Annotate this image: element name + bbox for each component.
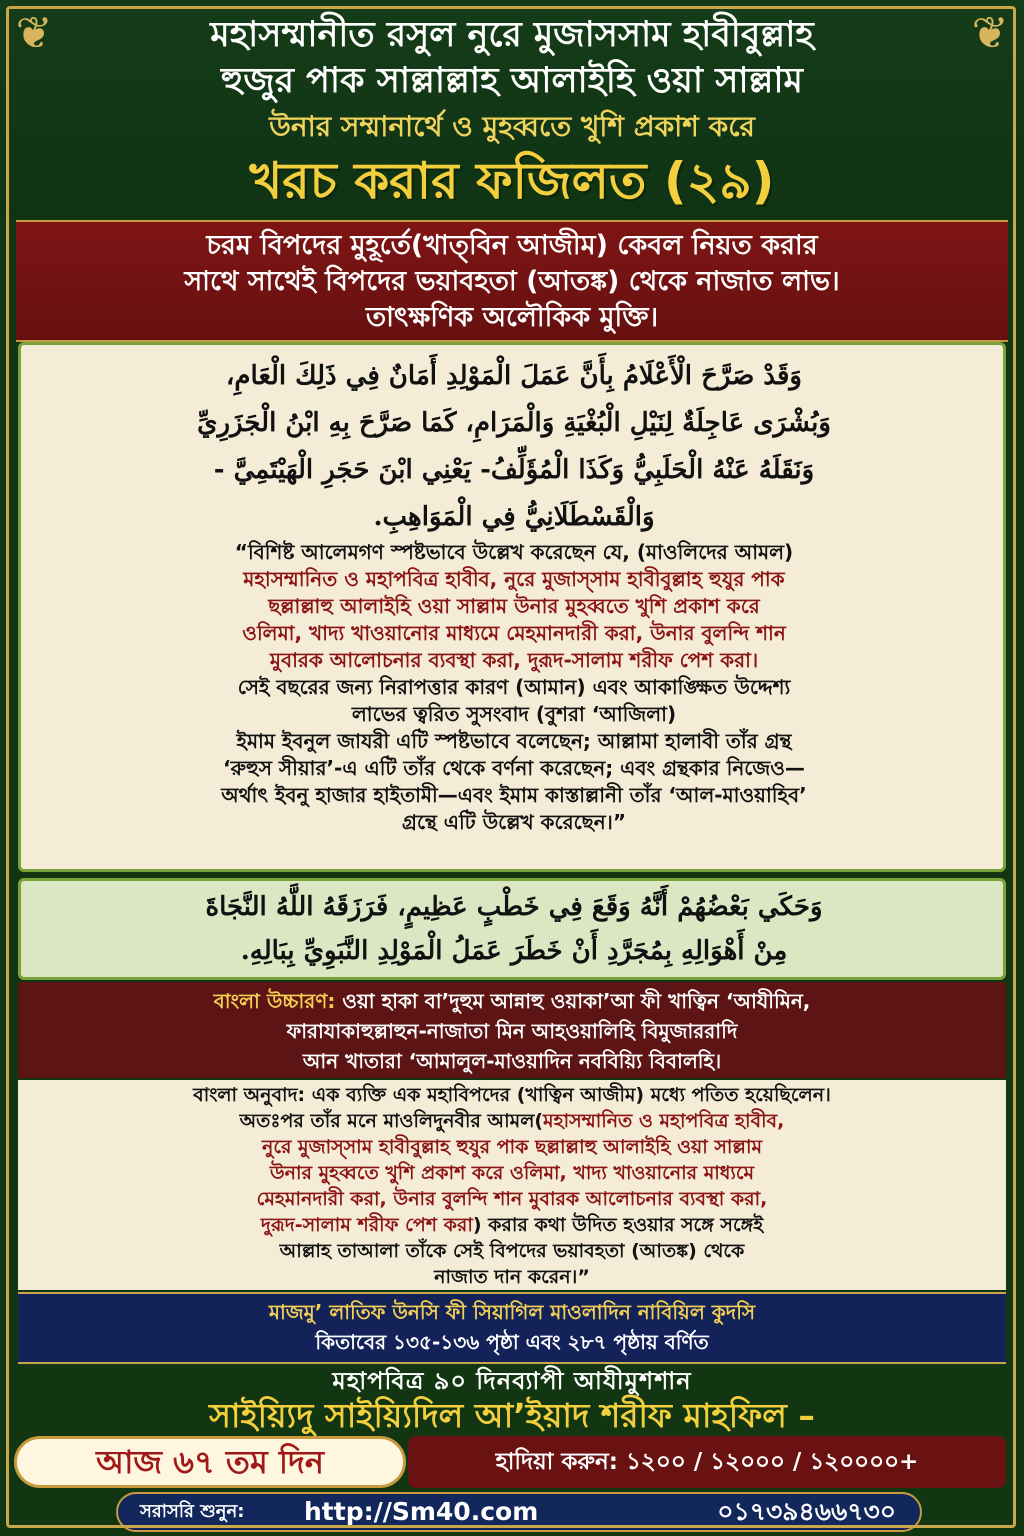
translation-part: ) করার কথা উদিত হওয়ার সঙ্গে সঙ্গেই xyxy=(472,1214,764,1236)
bangla-line: মহাসম্মানিত ও মহাপবিত্র হাবীব, নুরে মুজাস্সাম হাবীবুল্লাহ হুযুর পাক xyxy=(243,567,785,591)
quote-panel xyxy=(18,342,1006,872)
arabic-line: وَالْقَسْطَلَانِيُّ فِي الْمَوَاهِبِ. xyxy=(373,502,655,532)
listen-live-label: সরাসরি শুনুন: xyxy=(140,1501,245,1522)
contact-bar xyxy=(116,1492,922,1532)
translation-panel xyxy=(18,1080,1006,1290)
pronunciation-line2: ফারাযাকাহুল্লাহুন-নাজাতা মিন আহওয়ালিহি বিমুজাররাদি xyxy=(286,1019,738,1043)
arabic-line: وَنَقَلَهُ عَنْهُ الْحَلَبِيُّ وَكَذَا الْمُؤَلِّفُ- يَعْنِي ابْنَ حَجَرِ الْهَيْتَمِيَّ - xyxy=(213,455,815,485)
translation-line: বাংলা অনুবাদ: এক ব্যক্তি এক মহাবিপদের (খাত্বিন আজীম) মধ্যে পতিত হয়েছিলেন। xyxy=(193,1084,831,1106)
phone-number[interactable]: ০১৭৩৯৪৬৬৭৩০ xyxy=(717,1497,896,1526)
arabic-line: وَحَكَي بَعْضُهُمْ أَنَّهُ وَقَعَ فِي خَطْبٍ عَظِيمٍ، فَرَزَقَهُ اللَّهُ النَّجَاةَ xyxy=(205,892,823,922)
translation-line xyxy=(28,1108,996,1134)
virtue-banner xyxy=(16,220,1008,342)
website-link[interactable]: http://Sm40.com xyxy=(304,1497,539,1526)
pronunciation-text: ওয়া হাকা বা’দুহুম আন্নাহু ওয়াকা’আ ফী খাত্বিন ‘আযীমিন, xyxy=(335,989,811,1013)
bangla-line: “বিশিষ্ট আলেমগণ স্পষ্টভাবে উল্লেখ করেছেন যে, (মাওলিদের আমল) xyxy=(234,540,794,564)
virtue-line2: সাথে সাথেই বিপদের ভয়াবহতা (আতঙ্ক) থেকে নাজাত লাভ। xyxy=(184,266,840,297)
header-subtitle: উনার সম্মানার্থে ও মুহব্বতে খুশি প্রকাশ করে xyxy=(269,110,755,143)
translation-part: মহাসম্মানিত ও মহাপবিত্র হাবীব, xyxy=(543,1110,785,1132)
header xyxy=(0,0,1024,218)
translation-line: নাজাত দান করেন।” xyxy=(434,1266,590,1288)
translation-line xyxy=(28,1212,996,1238)
translation-line: মেহমানদারী করা, উনার বুলন্দি শান মুবারক আলোচনার ব্যবস্থা করা, xyxy=(256,1188,768,1210)
header-line1: মহাসম্মানীত রসুল নুরে মুজাসসাম হাবীবুল্লাহ xyxy=(210,15,814,55)
mahfil-banner xyxy=(0,1362,1024,1435)
source-reference xyxy=(18,1292,1006,1364)
arabic-line: وَقَدْ صَرَّحَ الْأَعْلَامُ بِأَنَّ عَمَلَ الْمَوْلِدِ أَمَانٌ فِي ذَلِكَ الْعَامِ، xyxy=(226,361,802,391)
pronunciation-line3: আন খাতারা ‘আমালুল-মাওয়াদিন নববিয়্যি বিবালহি। xyxy=(302,1049,722,1073)
translation-part: দুরূদ-সালাম শরীফ পেশ করা xyxy=(260,1214,473,1236)
mahfil-title: সাইয়্যিদু সাইয়্যিদিল আ’ইয়াদ শরীফ মাহফিল – xyxy=(209,1396,815,1435)
bangla-line: লাভের ত্বরিত সুসংবাদ (বুশরা ‘আজিলা) xyxy=(351,702,677,726)
bangla-line: মুবারক আলোচনার ব্যবস্থা করা, দুরূদ-সালাম শরীফ পেশ করা। xyxy=(269,648,759,672)
virtue-line3: তাৎক্ষণিক অলৌকিক মুক্তি। xyxy=(365,302,659,333)
arabic-line: مِنْ أَهْوَالِهِ بِمُجَرَّدِ أَنْ خَطَرَ عَمَلُ الْمَوْلِدِ النَّبَوِيِّ بِبَالِهِ. xyxy=(240,936,788,966)
virtue-line1: চরম বিপদের মুহূর্তে(খাত্‌বিন আজীম) কেবল নিয়ত করার xyxy=(206,230,818,261)
poster-title: খরচ করার ফজিলত (২৯) xyxy=(249,152,775,210)
pronunciation-label: বাংলা উচ্চারণ: xyxy=(213,989,336,1013)
bangla-explanation xyxy=(41,539,987,836)
arabic-quote-1 xyxy=(51,353,977,541)
bangla-line: ‘রুহুস সীয়ার’-এ এটি তাঁর থেকে বর্ণনা করেছেন; এবং গ্রন্থকার নিজেও— xyxy=(223,756,805,780)
donation-amounts: হাদিয়া করুন: ১২০০ / ১২০০০ / ১২০০০০+ xyxy=(408,1436,1006,1488)
bangla-line: গ্রন্থে এটি উল্লেখ করেছেন।” xyxy=(402,810,626,834)
arabic-line: وَبُشْرَى عَاجِلَةٌ لِنَيْلِ الْبُغْيَةِ وَالْمَرَامِ، كَمَا صَرَّحَ بِهِ ابْنُ الْجَزَرِيِّ xyxy=(197,408,831,438)
corner-ornament-icon: ❦ xyxy=(971,8,1009,59)
source-line2: কিতাবের ১৩৫-১৩৬ পৃষ্ঠা এবং ২৮৭ পৃষ্ঠায় বর্ণিত xyxy=(315,1330,709,1354)
translation-line: আল্লাহ তাআলা তাঁকে সেই বিপদের ভয়াবহতা (আতঙ্ক) থেকে xyxy=(279,1240,745,1262)
bangla-line: অর্থাৎ ইবনু হাজার হাইতামী—এবং ইমাম কাস্তাল্লানী তাঁর ‘আল-মাওয়াহিব’ xyxy=(221,783,807,807)
bangla-line: ইমাম ইবনুল জাযরী এটি স্পষ্টভাবে বলেছেন; আল্লামা হালাবী তাঁর গ্রন্থ xyxy=(236,729,792,753)
bangla-line: ওলিমা, খাদ্য খাওয়ানোর মাধ্যমে মেহমানদারী করা, উনার বুলন্দি শান xyxy=(242,621,786,645)
translation-part: অতঃপর তাঁর মনে মাওলিদুনবীর আমল( xyxy=(239,1110,544,1132)
corner-ornament-icon: ❦ xyxy=(15,8,53,59)
arabic-quote-2 xyxy=(51,885,977,973)
translation-line: নুরে মুজাস্সাম হাবীবুল্লাহ হুযুর পাক ছল্লাল্লাহু আলাইহি ওয়া সাল্লাম xyxy=(261,1136,763,1158)
bangla-line: সেই বছরের জন্য নিরাপত্তার কারণ (আমান) এবং আকাঙ্ক্ষিত উদ্দেশ্য xyxy=(237,675,791,699)
arabic-quote-panel-2 xyxy=(18,878,1006,980)
mahfil-subtitle: মহাপবিত্র ৯০ দিনব্যাপী আযীমুশশান xyxy=(332,1367,692,1395)
pronunciation-line1 xyxy=(28,986,996,1016)
source-line1: মাজমু’ লাতিফ উনসি ফী সিয়াগিল মাওলাদিন নাবিয়িল কুদসি xyxy=(268,1300,756,1324)
pronunciation-panel xyxy=(18,982,1006,1078)
bangla-line: ছল্লাল্লাহু আলাইহি ওয়া সাল্লাম উনার মুহব্বতে খুশি প্রকাশ করে xyxy=(268,594,760,618)
translation-line: উনার মুহব্বতে খুশি প্রকাশ করে ওলিমা, খাদ্য খাওয়ানোর মাধ্যমে xyxy=(269,1162,755,1184)
header-line2: হুজুর পাক সাল্লাল্লাহ আলাইহি ওয়া সাল্লাম xyxy=(221,61,803,101)
day-count-badge: আজ ৬৭ তম দিন xyxy=(14,1436,406,1488)
